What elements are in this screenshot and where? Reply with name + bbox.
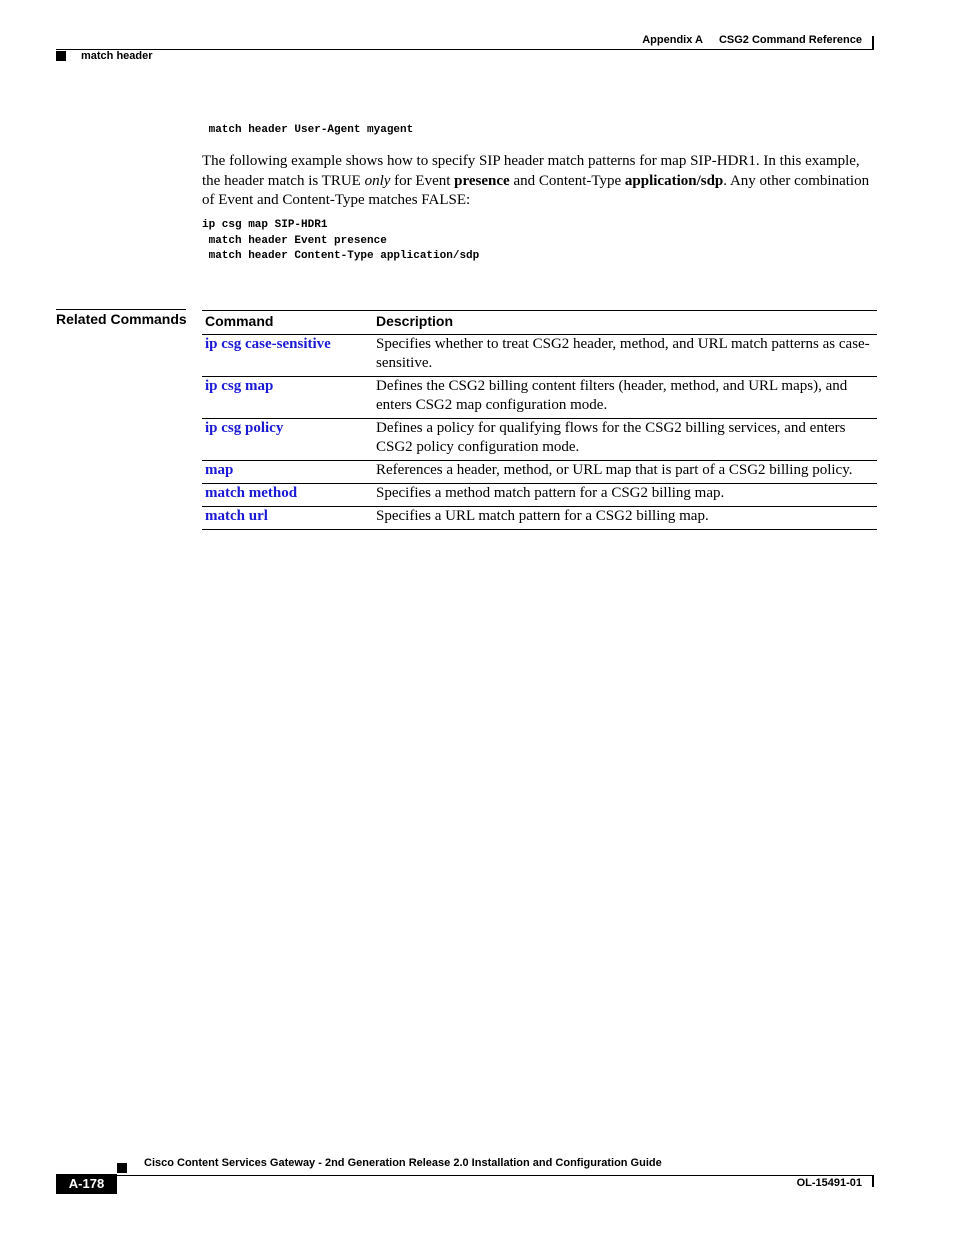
para-text: and Content-Type: [509, 172, 625, 189]
footer-tick: [872, 1175, 874, 1187]
command-description: Defines the CSG2 billing content filters (header, method, and URL maps), and enters CSG2 map configuration mode.: [370, 377, 877, 419]
command-link-match-url[interactable]: match url: [205, 508, 268, 524]
footer-guide-title: Cisco Content Services Gateway - 2nd Generation Release 2.0 Installation and Configuration Guide: [144, 1157, 662, 1169]
column-header-description: Description: [370, 311, 877, 335]
para-text: . Any other combination of Event and Content-Type matches FALSE:: [202, 172, 870, 208]
table-row: [202, 507, 877, 530]
code-example-2: [202, 218, 479, 265]
table-row: [202, 484, 877, 507]
command-link-ip-csg-case-sensitive[interactable]: ip csg case-sensitive: [205, 336, 331, 352]
header-marker: [56, 51, 66, 61]
command-description: Specifies a method match pattern for a CSG2 billing map.: [370, 484, 877, 507]
footer-rule: [117, 1175, 874, 1176]
para-keyword: application/sdp: [624, 172, 724, 189]
para-keyword: presence: [454, 172, 510, 189]
code-line: match header User-Agent myagent: [202, 124, 414, 136]
table-row: [202, 461, 877, 484]
command-description: Specifies a URL match pattern for a CSG2 billing map.: [370, 507, 877, 530]
para-emphasis: only: [364, 172, 391, 189]
page-number: A-178: [56, 1174, 117, 1194]
table-row: [202, 377, 877, 419]
related-commands-table: [202, 310, 877, 530]
related-commands-label: Related Commands: [56, 311, 187, 327]
header-tick: [872, 36, 874, 50]
example-paragraph: [202, 152, 877, 211]
column-header-command: Command: [202, 311, 370, 335]
running-header: [642, 34, 862, 46]
command-description: Specifies whether to treat CSG2 header, method, and URL match patterns as case-sensitive.: [370, 335, 877, 377]
code-line: match header Event presence: [202, 234, 387, 247]
table-row: [202, 335, 877, 377]
command-description: References a header, method, or URL map that is part of a CSG2 billing policy.: [370, 461, 877, 484]
command-link-ip-csg-policy[interactable]: ip csg policy: [205, 420, 284, 436]
document-id: OL-15491-01: [796, 1177, 862, 1189]
table-row: [202, 419, 877, 461]
related-commands-rule: [56, 309, 186, 310]
table-header-row: [202, 311, 877, 335]
footer-marker: [117, 1163, 127, 1173]
section-title: match header: [81, 50, 153, 62]
appendix-label: Appendix A: [642, 34, 703, 46]
command-link-match-method[interactable]: match method: [205, 485, 298, 501]
command-description: Defines a policy for qualifying flows for the CSG2 billing services, and enters CSG2 policy configuration mode.: [370, 419, 877, 461]
code-line: ip csg map SIP-HDR1: [202, 219, 328, 231]
para-text: The following example shows how to specify SIP header match patterns for map SIP-HDR1. In this example, the header match is TRUE: [202, 153, 860, 189]
header-rule: [56, 49, 874, 50]
code-line: match header Content-Type application/sdp: [202, 250, 480, 262]
code-example-1: [202, 123, 413, 139]
command-link-ip-csg-map[interactable]: ip csg map: [205, 378, 274, 394]
command-link-map[interactable]: map: [205, 462, 234, 478]
chapter-title: CSG2 Command Reference: [718, 34, 862, 46]
para-text: for Event: [390, 172, 455, 189]
